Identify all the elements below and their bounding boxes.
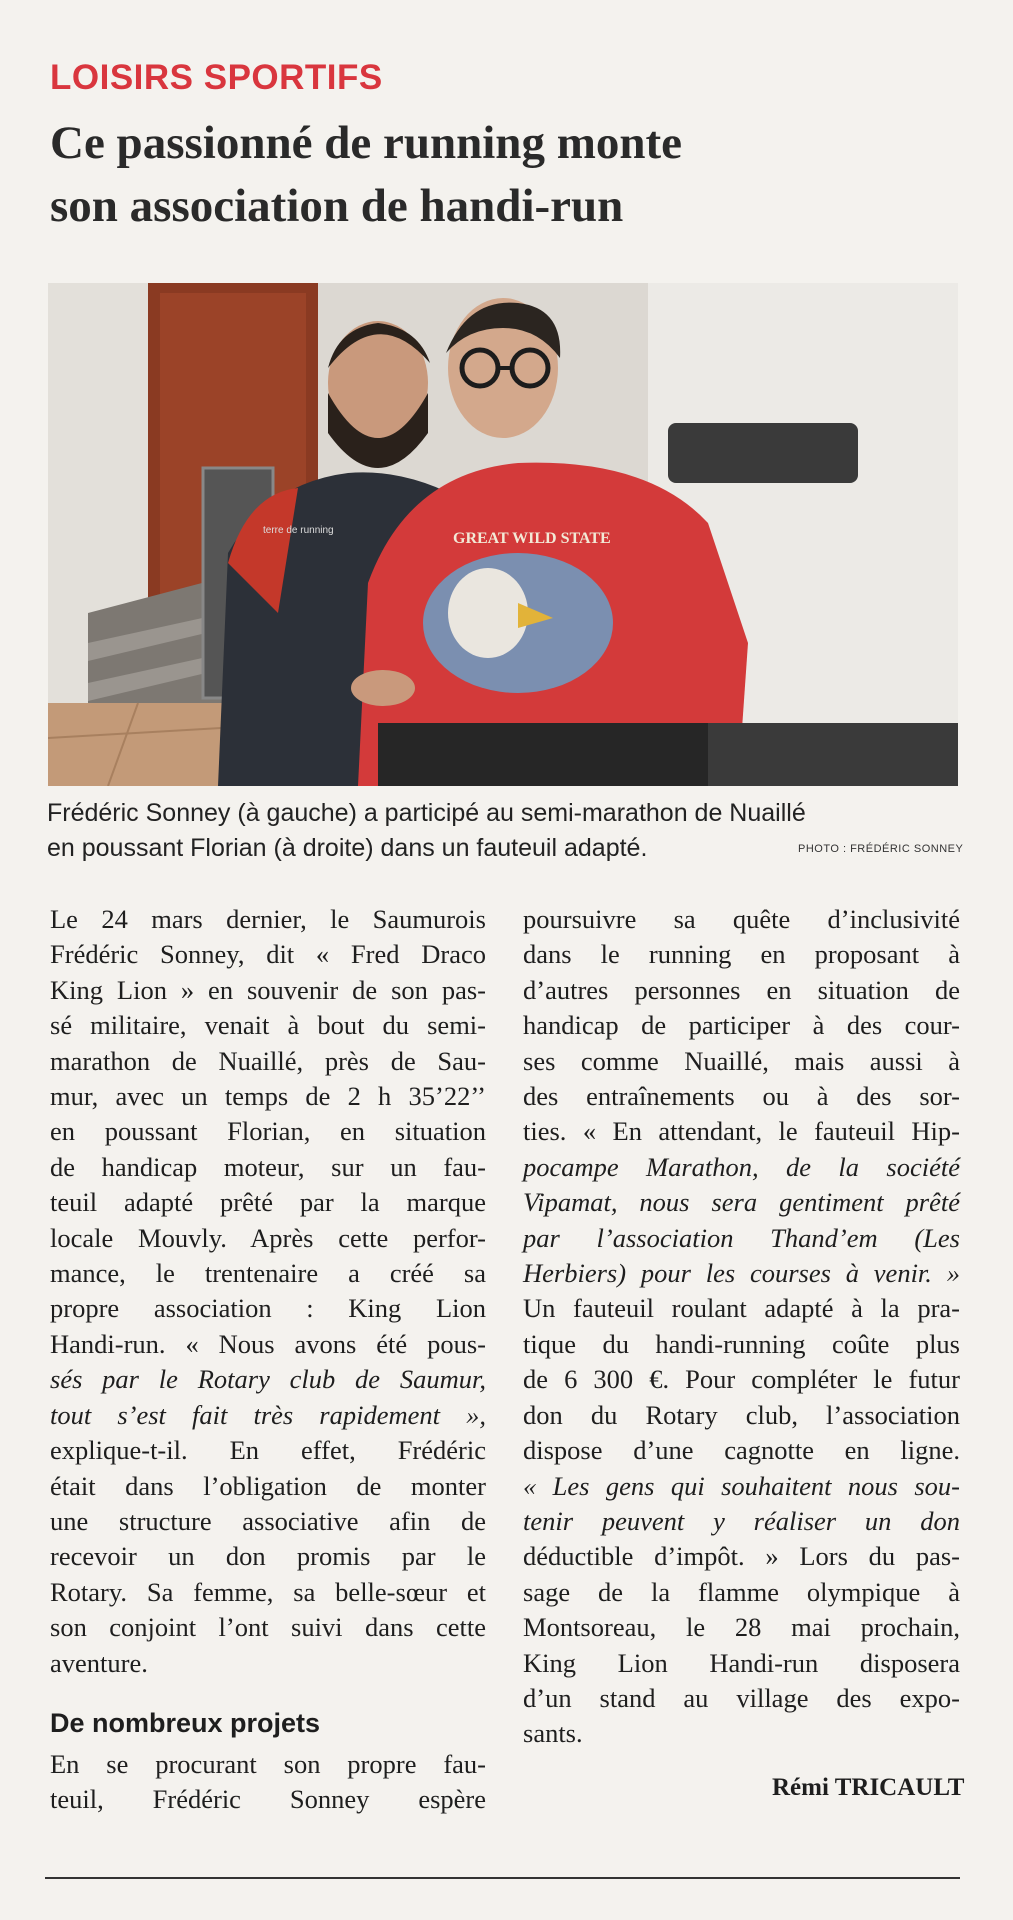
- photo-illustration: [48, 283, 958, 786]
- caption-line: Frédéric Sonney (à gauche) a participé au semi-marathon de Nuaillé: [47, 799, 806, 827]
- body-line: mur, avec un temps de 2 h 35’22’’: [50, 1081, 486, 1112]
- body-line: marathon de Nuaillé, près de Sau-: [50, 1045, 486, 1076]
- body-line: d’un stand au village des expo-: [523, 1682, 960, 1713]
- body-line: recevoir un don promis par le: [50, 1541, 486, 1572]
- body-line: King Lion » en souvenir de son pas-: [50, 974, 486, 1005]
- body-line: King Lion Handi-run disposera: [523, 1647, 960, 1678]
- body-line: Le 24 mars dernier, le Saumurois: [50, 904, 486, 934]
- body-line-italic: tenir peuvent y réaliser un don: [523, 1505, 960, 1536]
- body-line: d’autres personnes en situation de: [523, 974, 960, 1005]
- body-line: Frédéric Sonney, dit « Fred Draco: [50, 939, 486, 970]
- article-photo: [48, 283, 958, 786]
- headline-line: son association de handi-run: [50, 180, 624, 232]
- article-column-1-continued: [50, 1747, 486, 1818]
- body-line: ties. « En attendant, le fauteuil Hip-: [523, 1116, 960, 1147]
- body-line: sé militaire, venait à bout du semi-: [50, 1010, 486, 1041]
- body-line: dispose d’une cagnotte en ligne.: [523, 1435, 960, 1466]
- byline: Rémi TRICAULT: [772, 1774, 965, 1801]
- body-line-italic: tout s’est fait très rapidement »,: [50, 1399, 486, 1430]
- shirt-print: GREAT WILD STATE: [453, 530, 611, 547]
- body-line: de 6 300 €. Pour compléter le futur: [523, 1364, 960, 1395]
- body-line: En se procurant son propre fau-: [50, 1749, 486, 1779]
- body-line: sage de la flamme olympique à: [523, 1576, 960, 1607]
- photo-caption: [47, 796, 967, 866]
- body-line-italic: Vipamat, nous sera gentiment prêté: [523, 1187, 960, 1218]
- headline-line: Ce passionné de running monte: [50, 117, 682, 169]
- body-line: Montsoreau, le 28 mai prochain,: [523, 1612, 960, 1643]
- body-line: ses comme Nuaillé, mais aussi à: [523, 1045, 960, 1076]
- body-line: teuil, Frédéric Sonney espère: [50, 1784, 486, 1815]
- body-line: de handicap moteur, sur un fau-: [50, 1151, 486, 1182]
- body-line-italic: Herbiers) pour les courses à venir. »: [523, 1258, 960, 1289]
- article-column-2: [523, 902, 960, 1752]
- body-line: des entraînements ou à des sor-: [523, 1081, 960, 1112]
- body-line: était dans l’obligation de monter: [50, 1470, 486, 1501]
- body-line: Rotary. Sa femme, sa belle-sœur et: [50, 1576, 486, 1607]
- body-line: sants.: [523, 1718, 583, 1749]
- caption-line: en poussant Florian (à droite) dans un fauteuil adapté.: [47, 834, 648, 862]
- vest-print: terre de running: [263, 525, 334, 536]
- body-line: une structure associative afin de: [50, 1505, 486, 1536]
- body-line: Un fauteuil roulant adapté à la pra-: [523, 1293, 960, 1324]
- headline: [50, 112, 950, 238]
- photo-credit: PHOTO : FRÉDÉRIC SONNEY: [798, 843, 964, 855]
- subheading: De nombreux projets: [50, 1708, 321, 1738]
- body-line: son conjoint l’ont suivi dans cette: [50, 1612, 486, 1643]
- body-line: explique-t-il. En effet, Frédéric: [50, 1435, 486, 1466]
- body-line: teuil adapté prêté par la marque: [50, 1187, 486, 1218]
- body-line: en poussant Florian, en situation: [50, 1116, 486, 1147]
- body-line: handicap de participer à des cour-: [523, 1010, 960, 1041]
- body-line-italic: pocampe Marathon, de la société: [523, 1151, 960, 1182]
- body-line-italic: par l’association Thand’em (Les: [523, 1222, 960, 1253]
- section-kicker: LOISIRS SPORTIFS: [50, 58, 383, 97]
- body-line: locale Mouvly. Après cette perfor-: [50, 1222, 486, 1253]
- body-line: dans le running en proposant à: [523, 939, 960, 970]
- body-line-italic: « Les gens qui souhaitent nous sou-: [523, 1470, 960, 1501]
- body-line: don du Rotary club, l’association: [523, 1399, 960, 1430]
- bottom-rule: [45, 1877, 960, 1879]
- body-line: Handi-run. « Nous avons été pous-: [50, 1328, 486, 1359]
- body-line: tique du handi-running coûte plus: [523, 1328, 960, 1359]
- body-line: mance, le trentenaire a créé sa: [50, 1258, 486, 1289]
- body-line-italic: sés par le Rotary club de Saumur,: [50, 1364, 486, 1395]
- article-column-1: [50, 902, 486, 1681]
- body-line: déductible d’impôt. » Lors du pas-: [523, 1541, 960, 1572]
- body-line: poursuivre sa quête d’inclusivité: [523, 904, 960, 934]
- body-line: propre association : King Lion: [50, 1293, 486, 1324]
- body-line: aventure.: [50, 1647, 148, 1678]
